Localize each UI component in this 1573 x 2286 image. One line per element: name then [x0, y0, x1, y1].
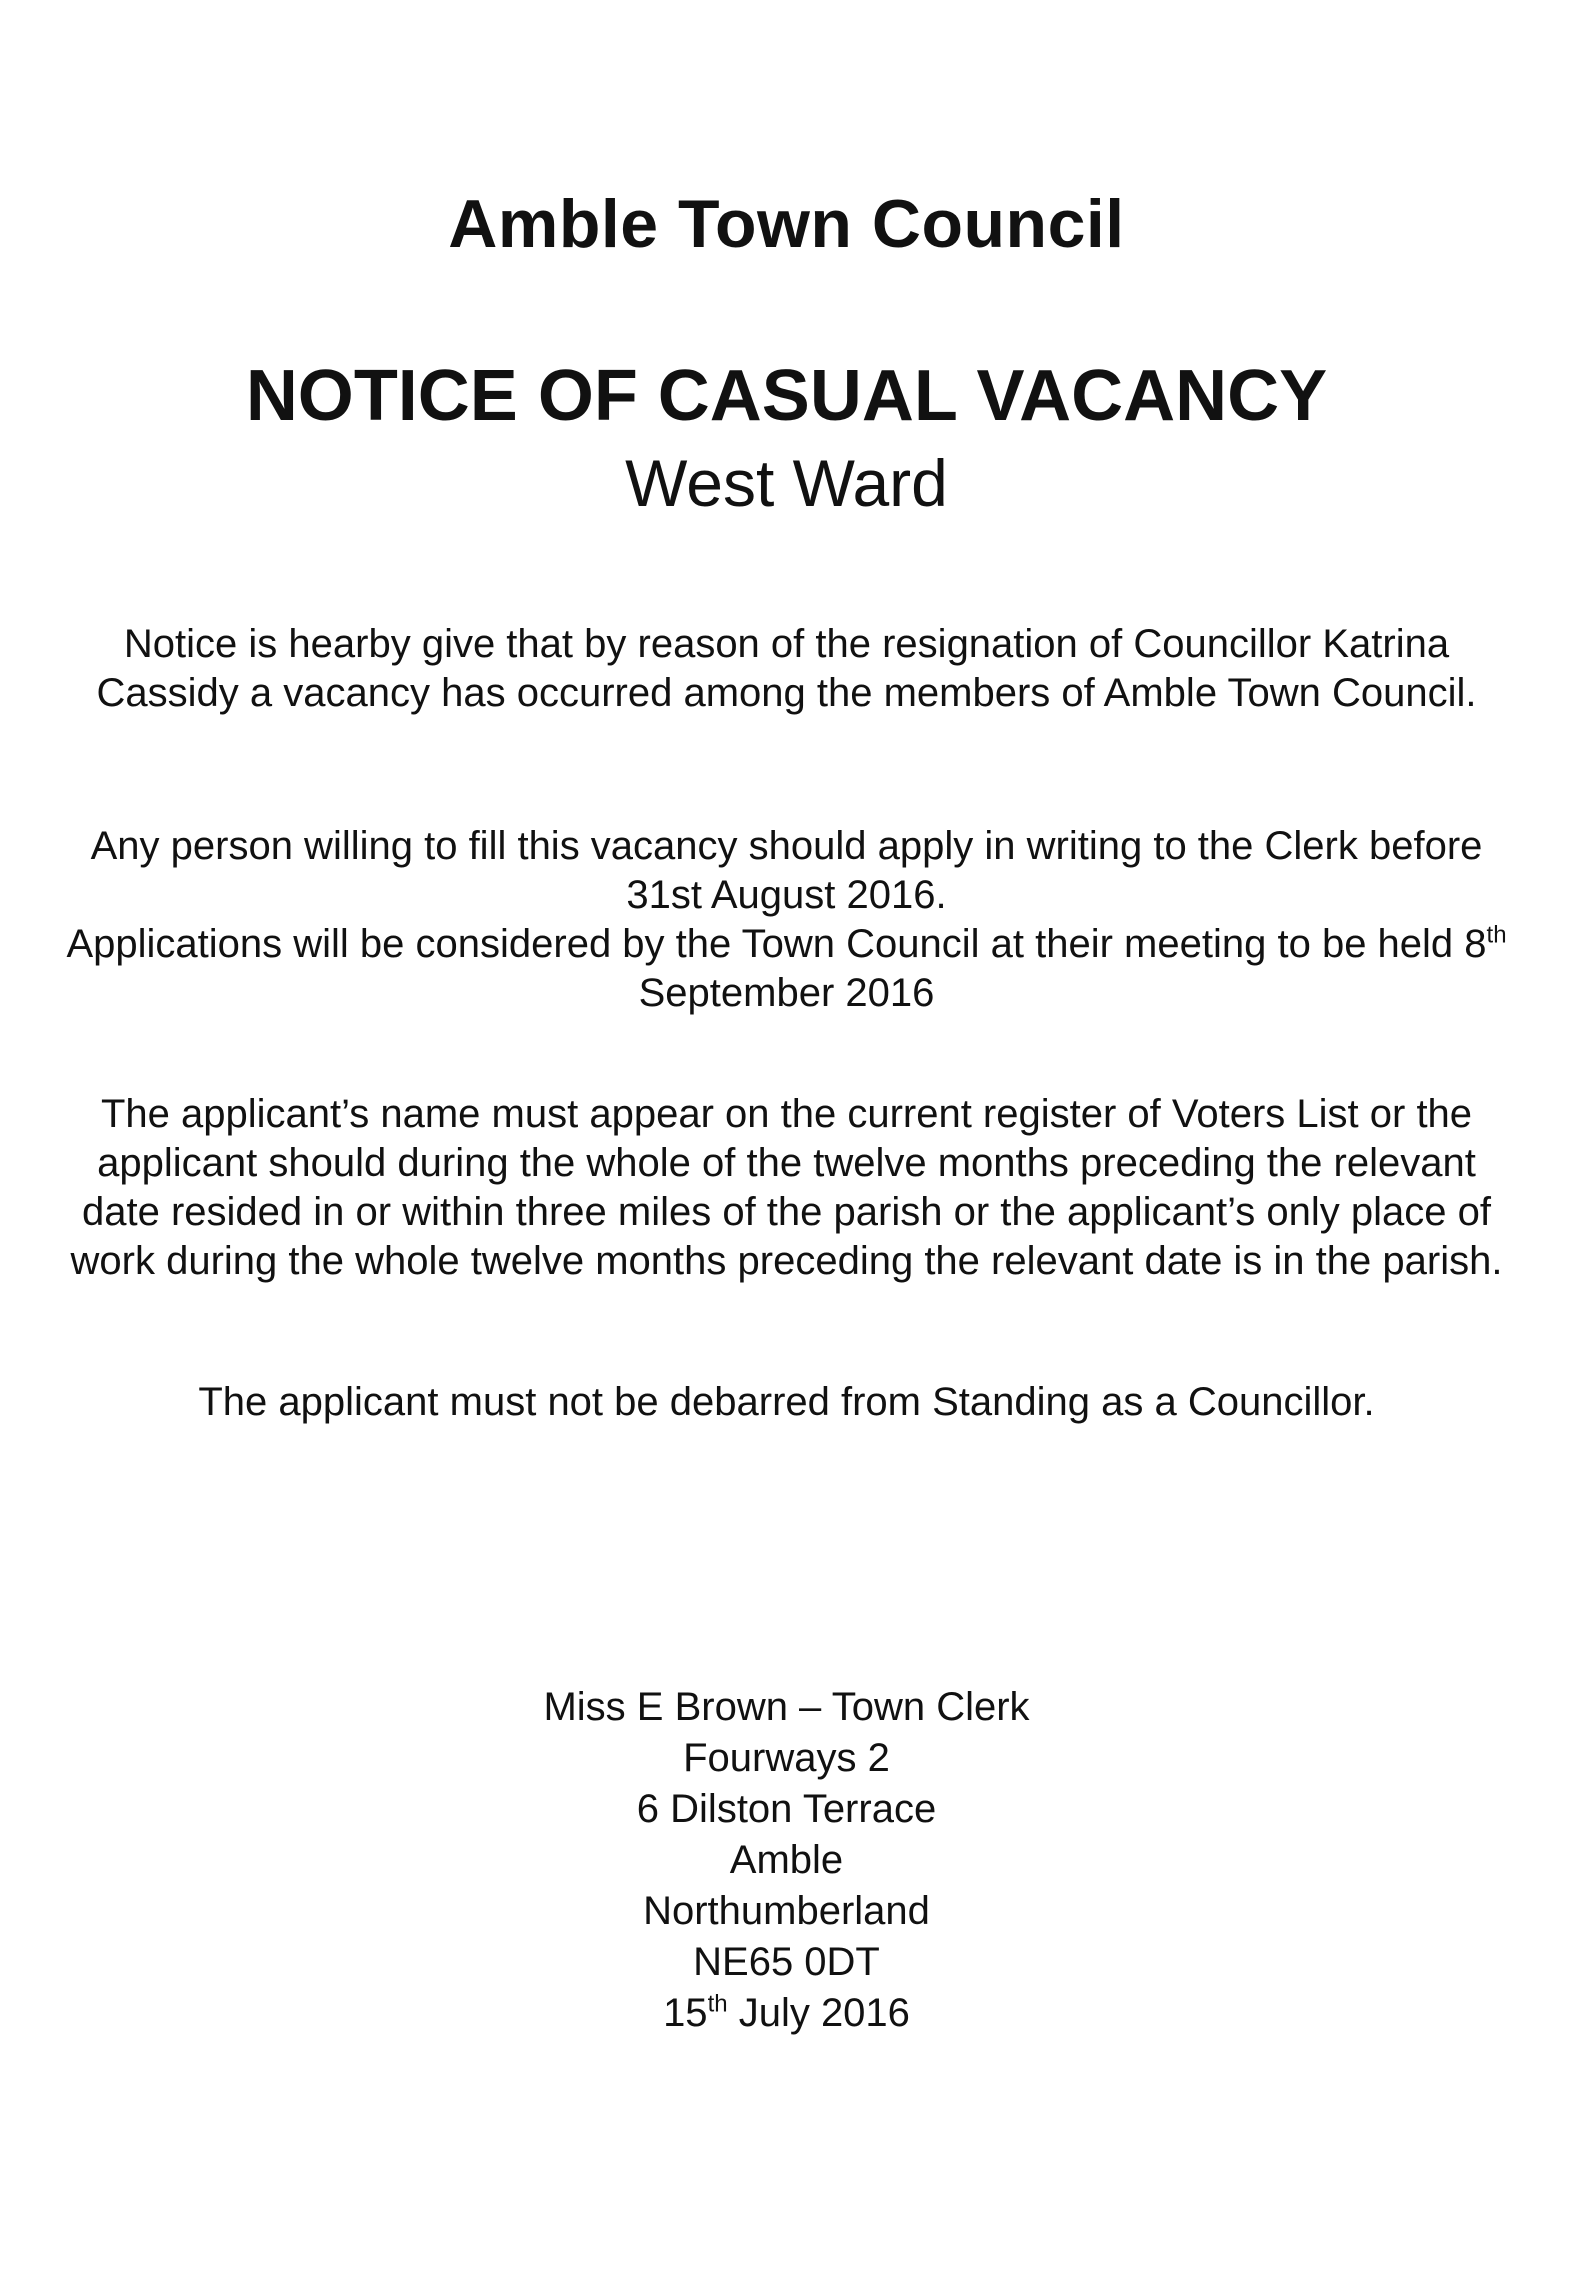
date-month-year: July 2016 [727, 1991, 910, 2035]
meeting-text-part-a: Applications will be considered by the Town Council at their meeting to be held 8 [66, 922, 1487, 966]
debarment-paragraph: The applicant must not be debarred from Standing as a Councillor. [198, 1380, 1375, 1424]
address-postcode: NE65 0DT [693, 1940, 880, 1984]
address-line-2: 6 Dilston Terrace [636, 1787, 937, 1831]
resignation-paragraph: Notice is hearby give that by reason of the resignation of Councillor Katrina Cassidy a vacancy has occurred among the members of Amble Town Council. [96, 622, 1477, 715]
clerk-signature-block [0, 1682, 1573, 2039]
council-name-heading: Amble Town Council [448, 186, 1125, 262]
date-day: 15 [663, 1991, 708, 2035]
application-deadline-text: Any person willing to fill this vacancy should apply in writing to the Clerk before 31st August 2016. [90, 824, 1483, 917]
ward-subheading: West Ward [625, 446, 948, 520]
meeting-date-text [60, 920, 1513, 1018]
meeting-text-part-b: September 2016 [638, 971, 935, 1015]
application-paragraph [60, 822, 1513, 1018]
clerk-name: Miss E Brown – Town Clerk [543, 1685, 1030, 1729]
notice-date [0, 1988, 1573, 2039]
address-county: Northumberland [643, 1889, 930, 1933]
address-line-1: Fourways 2 [683, 1736, 890, 1780]
notice-title-heading: NOTICE OF CASUAL VACANCY [245, 356, 1328, 436]
date-ordinal-suffix: th [707, 1990, 728, 2018]
eligibility-paragraph: The applicant’s name must appear on the current register of Voters List or the applicant should during the whole of the twelve months preceding the relevant date resided in or within three miles of the parish or the applicant’s only place of work during the whole twelve months preceding the relevant date is in the parish. [70, 1092, 1503, 1283]
address-town: Amble [729, 1838, 844, 1882]
meeting-ordinal-suffix: th [1486, 921, 1507, 949]
